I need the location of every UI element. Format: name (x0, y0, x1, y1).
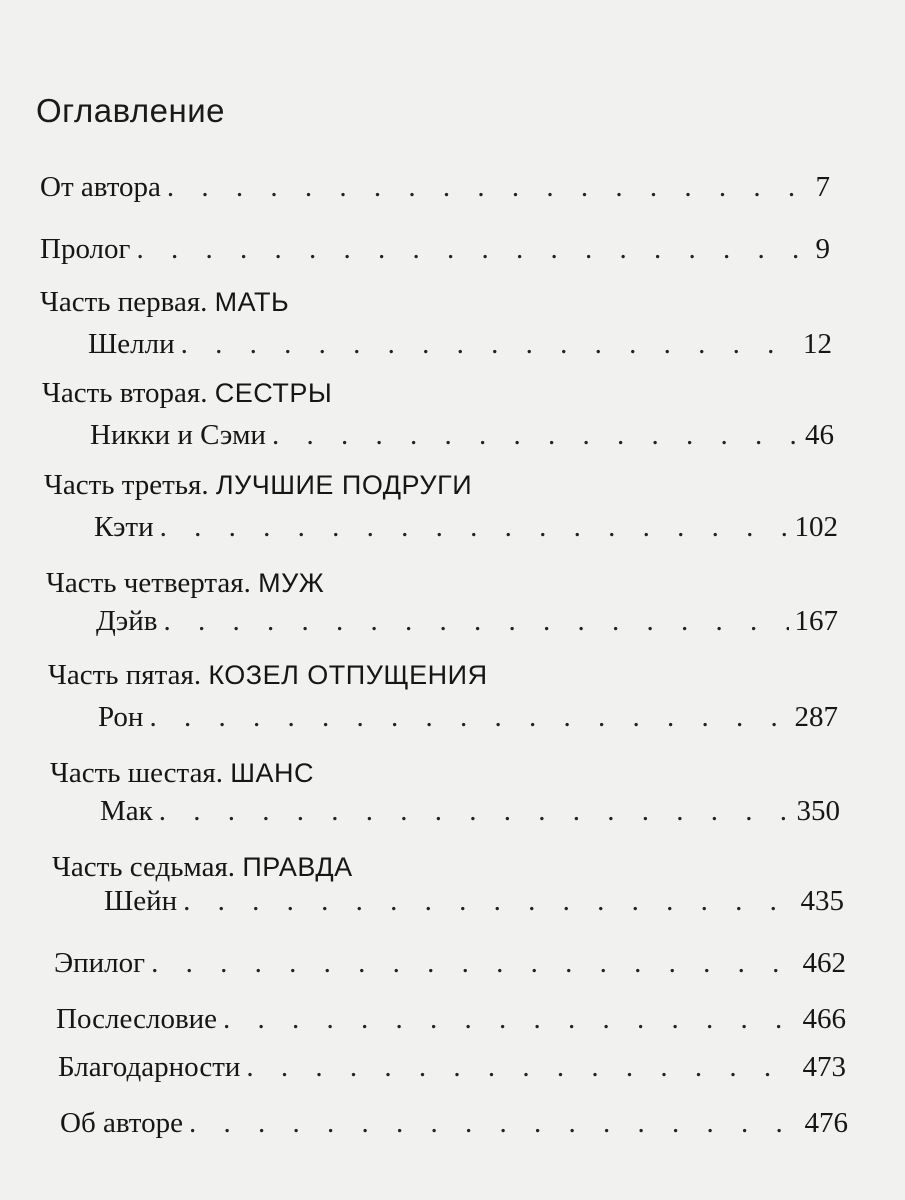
toc-entry-part6-chapter[interactable] (100, 794, 840, 828)
part-caption: КОЗЕЛ ОТПУЩЕНИЯ (208, 660, 488, 690)
page-title: Оглавление (36, 92, 225, 129)
entry-title: От автора (40, 171, 161, 203)
part-heading-1 (40, 285, 289, 319)
page-number: 287 (794, 701, 838, 733)
dot-leader (151, 946, 796, 980)
toc-entry-part7-chapter[interactable] (104, 884, 844, 918)
dot-leader (272, 418, 799, 452)
page-number: 473 (802, 1051, 846, 1083)
part-heading-7 (52, 850, 353, 884)
part-label: Часть третья. (44, 469, 209, 501)
page-number: 46 (805, 419, 834, 451)
part-caption: ШАНС (230, 758, 315, 788)
part-label: Часть шестая. (50, 757, 224, 789)
entry-title: Пролог (40, 233, 131, 265)
entry-title: Мак (100, 795, 153, 827)
part-heading-4 (46, 566, 324, 600)
part-label: Часть вторая. (42, 377, 208, 409)
toc-entry-afterword[interactable] (56, 1002, 846, 1036)
dot-leader (149, 700, 788, 734)
toc-entry-part5-chapter[interactable] (98, 700, 838, 734)
dot-leader (183, 884, 794, 918)
dot-leader (189, 1106, 799, 1140)
part-caption: СЕСТРЫ (214, 378, 333, 408)
entry-title: Кэти (94, 511, 154, 543)
entry-title: Благодарности (58, 1051, 241, 1083)
part-label: Часть четвертая. (46, 567, 251, 599)
dot-leader (159, 794, 791, 828)
toc-entry-acknowledgements[interactable] (58, 1050, 846, 1084)
page-number: 476 (804, 1107, 848, 1139)
toc-entry-part2-chapter[interactable] (90, 418, 834, 452)
toc-entry-prologue[interactable] (40, 232, 830, 266)
dot-leader (167, 170, 810, 204)
part-heading-6 (50, 756, 314, 790)
toc-entry-epilogue[interactable] (54, 946, 846, 980)
part-label: Часть пятая. (48, 659, 202, 691)
part-caption: ЛУЧШИЕ ПОДРУГИ (215, 470, 473, 500)
page-number: 435 (800, 885, 844, 917)
dot-leader (181, 327, 797, 361)
page-number: 7 (815, 171, 830, 203)
toc-entry-part1-chapter[interactable] (88, 327, 832, 361)
page-number: 9 (815, 233, 830, 265)
dot-leader (136, 232, 809, 266)
entry-title: Рон (98, 701, 144, 733)
page-number: 12 (803, 328, 832, 360)
page-number: 167 (794, 605, 838, 637)
toc-entry-about-author[interactable] (60, 1106, 848, 1140)
page-number: 462 (802, 947, 846, 979)
toc-entry-author-note[interactable] (40, 170, 830, 204)
entry-title: Эпилог (54, 947, 146, 979)
part-label: Часть седьмая. (52, 851, 236, 883)
page-number: 102 (794, 511, 838, 543)
part-heading-3 (44, 468, 472, 502)
part-heading-2 (42, 376, 332, 410)
entry-title: Послесловие (56, 1003, 218, 1035)
part-caption: МУЖ (258, 568, 325, 598)
toc-entry-part3-chapter[interactable] (94, 510, 838, 544)
dot-leader (163, 604, 788, 638)
part-heading-5 (48, 658, 488, 692)
page-number: 466 (802, 1003, 846, 1035)
part-caption: ПРАВДА (242, 852, 353, 882)
entry-title: Об авторе (60, 1107, 183, 1139)
dot-leader (246, 1050, 796, 1084)
dot-leader (223, 1002, 796, 1036)
page-number: 350 (796, 795, 840, 827)
dot-leader (160, 510, 789, 544)
part-label: Часть первая. (40, 286, 208, 318)
entry-title: Никки и Сэми (90, 419, 266, 451)
part-caption: МАТЬ (214, 287, 290, 317)
entry-title: Дэйв (96, 605, 158, 637)
entry-title: Шелли (88, 328, 175, 360)
entry-title: Шейн (104, 885, 178, 917)
toc-entry-part4-chapter[interactable] (96, 604, 838, 638)
